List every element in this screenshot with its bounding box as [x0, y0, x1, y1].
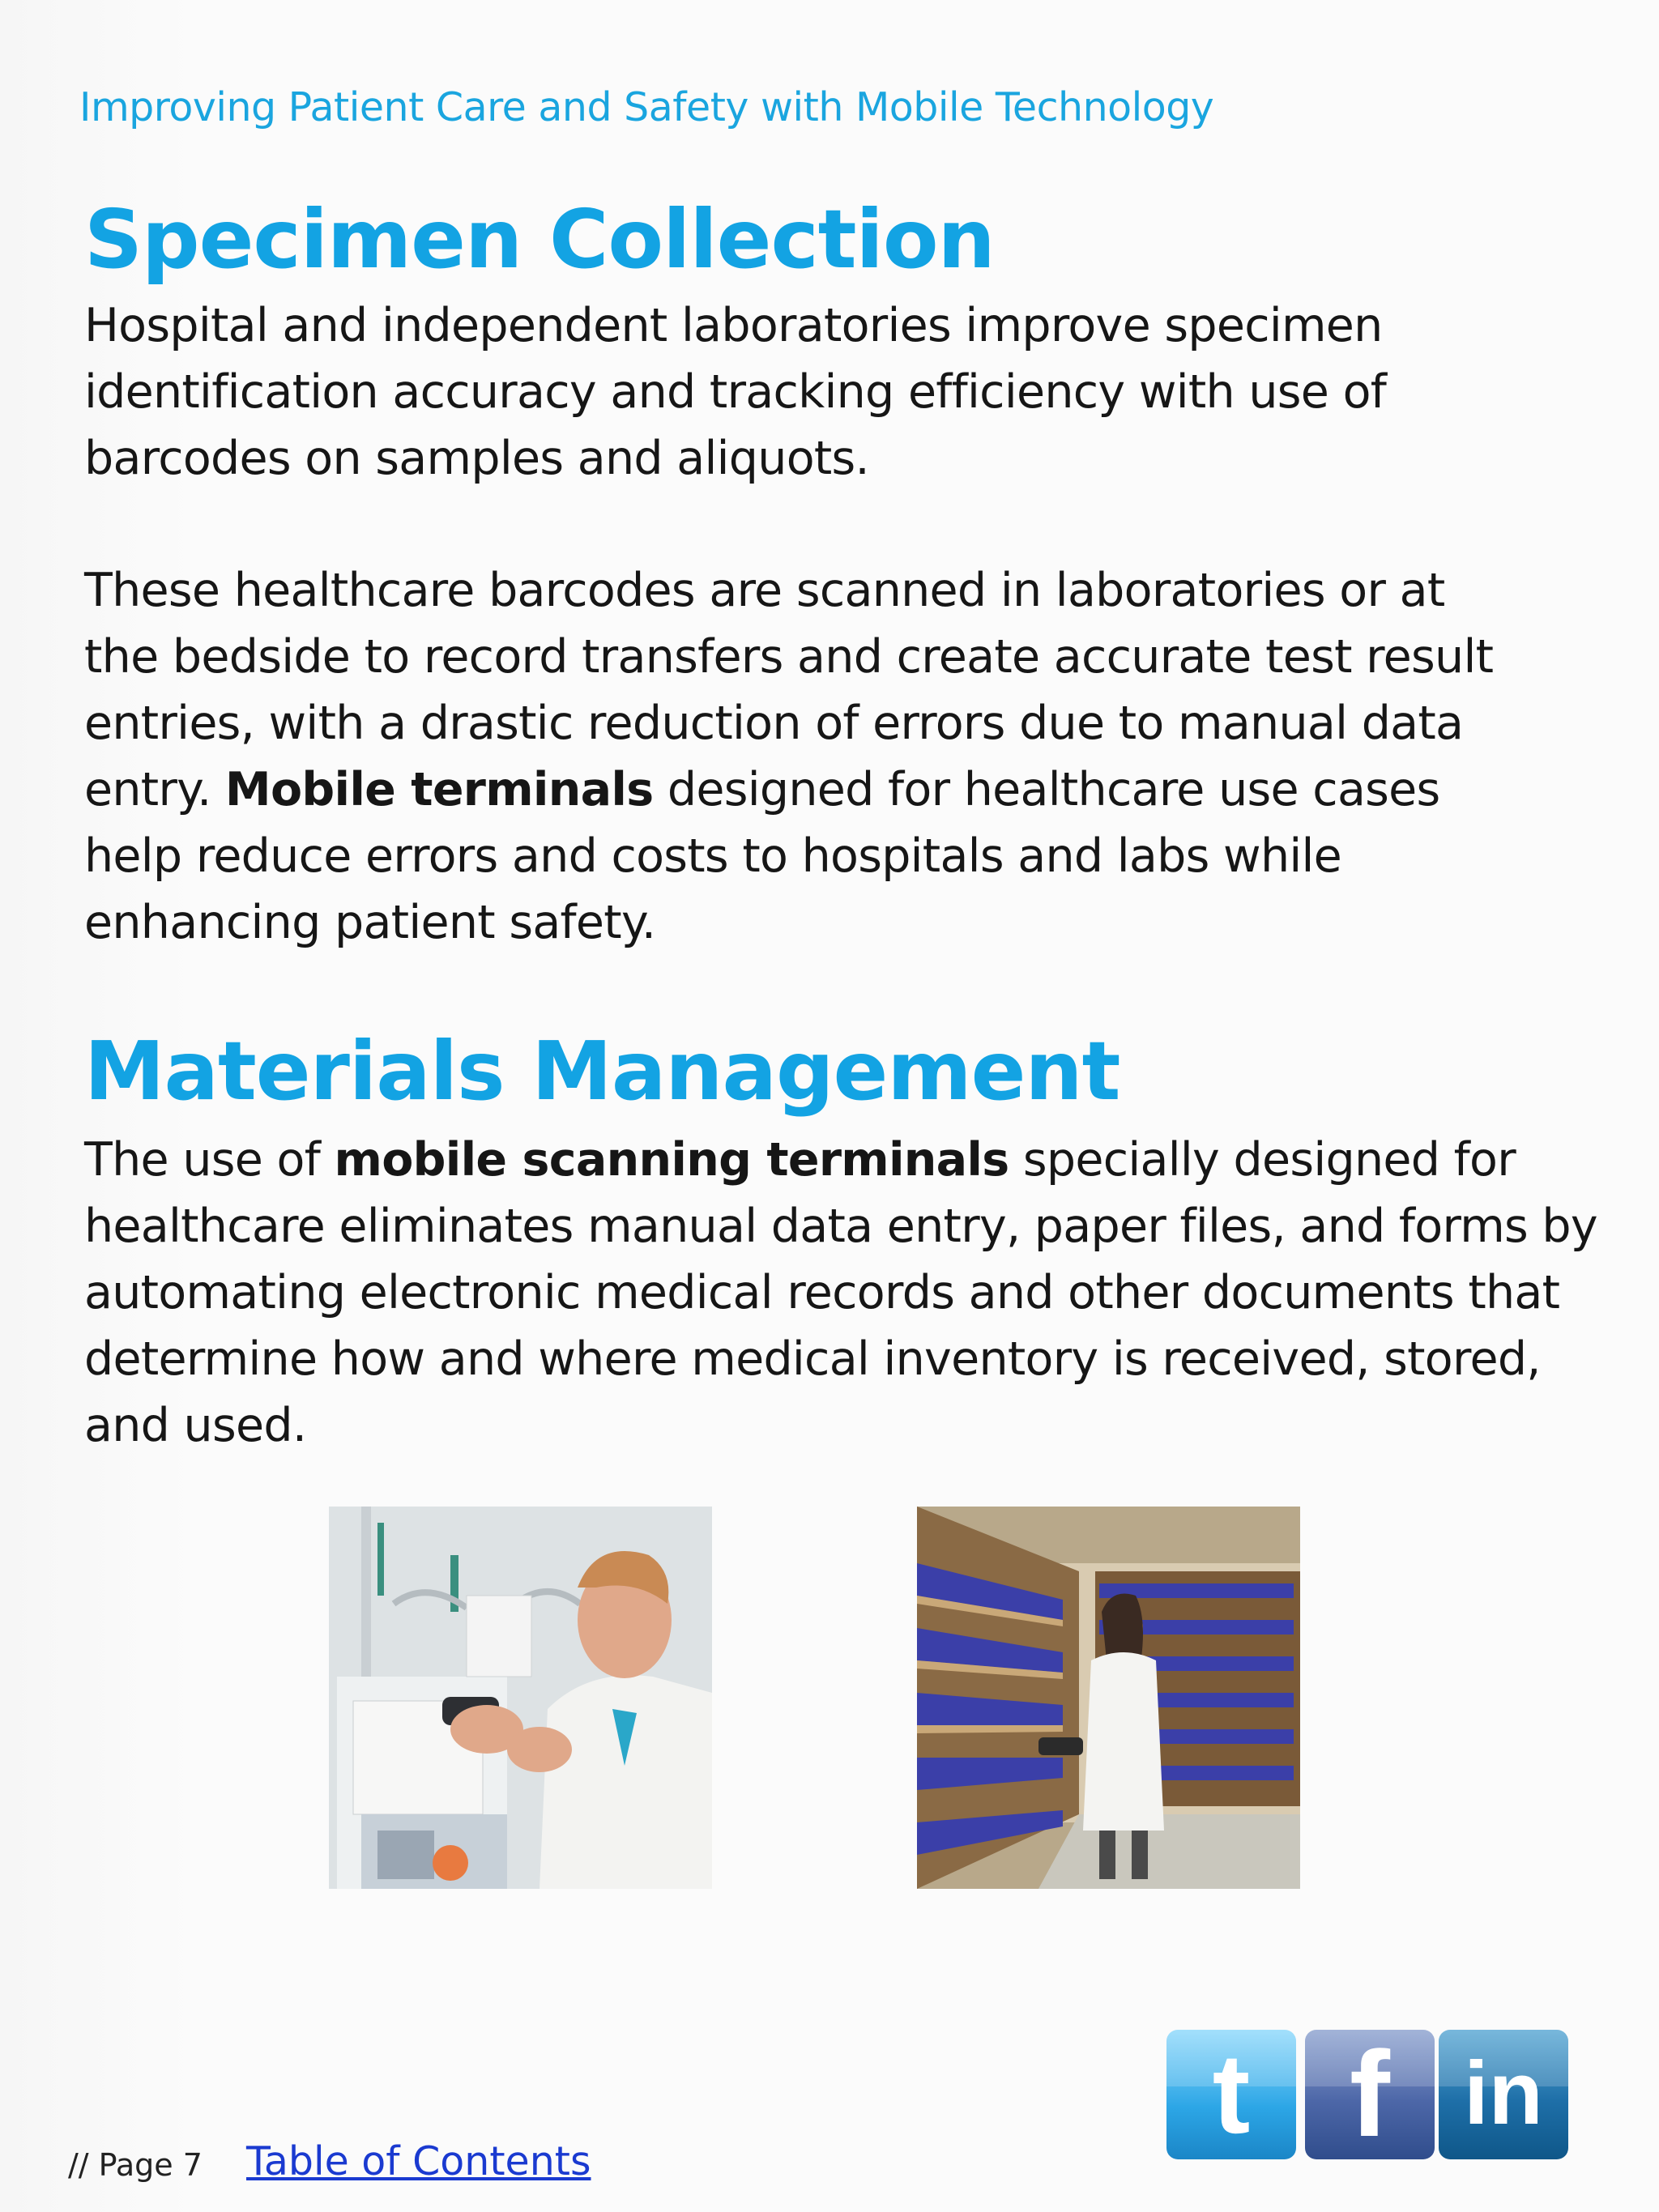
document-header: Improving Patient Care and Safety with Mobile Technology	[79, 84, 1214, 130]
paragraph-line: barcodes on samples and aliquots.	[84, 432, 869, 485]
facebook-icon[interactable]	[1305, 2030, 1435, 2159]
paragraph-line: help reduce errors and costs to hospitals and labs while	[84, 829, 1342, 883]
paragraph-specimen-intro	[84, 292, 1607, 492]
paragraph-barcodes-scanning	[84, 557, 1607, 956]
paragraph-line	[84, 1127, 1607, 1193]
page-number: // Page 7	[68, 2147, 203, 2183]
paragraph-line: determine how and where medical inventory is received, stored,	[84, 1332, 1541, 1386]
paragraph-line	[84, 757, 1607, 823]
bold-term-mobile-terminals: Mobile terminals	[224, 763, 654, 816]
paragraph-line: identification accuracy and tracking efficiency with use of	[84, 365, 1387, 419]
bold-term-mobile-scanning-terminals: mobile scanning terminals	[334, 1133, 1009, 1187]
paragraph-line: entries, with a drastic reduction of errors due to manual data	[84, 697, 1464, 750]
text-run: entry.	[84, 763, 225, 816]
paragraph-line: and used.	[84, 1399, 307, 1452]
twitter-icon[interactable]	[1166, 2030, 1296, 2159]
paragraph-line: healthcare eliminates manual data entry, paper files, and forms by	[84, 1200, 1597, 1253]
paragraph-line: Hospital and independent laboratories improve specimen	[84, 299, 1383, 352]
facebook-glyph: f	[1350, 2030, 1390, 2159]
paragraph-materials-management	[84, 1127, 1607, 1459]
photo-pharmacy-storage-room	[917, 1507, 1300, 1889]
twitter-glyph: t	[1212, 2030, 1251, 2157]
text-run: designed for healthcare use cases	[653, 763, 1440, 816]
text-run: specially designed for	[1009, 1133, 1516, 1187]
linkedin-glyph: in	[1464, 2044, 1543, 2143]
paragraph-line: enhancing patient safety.	[84, 896, 656, 949]
section-heading-materials-management: Materials Management	[84, 1024, 1120, 1119]
paragraph-line: automating electronic medical records and other documents that	[84, 1266, 1560, 1319]
section-heading-specimen-collection: Specimen Collection	[84, 192, 995, 287]
paragraph-line: the bedside to record transfers and create accurate test result	[84, 630, 1494, 684]
table-of-contents-link[interactable]: Table of Contents	[246, 2138, 591, 2184]
linkedin-icon[interactable]	[1439, 2030, 1568, 2159]
paragraph-line: These healthcare barcodes are scanned in laboratories or at	[84, 564, 1445, 617]
photo-lab-technician-scanning	[329, 1507, 712, 1889]
text-run: The use of	[84, 1133, 335, 1187]
